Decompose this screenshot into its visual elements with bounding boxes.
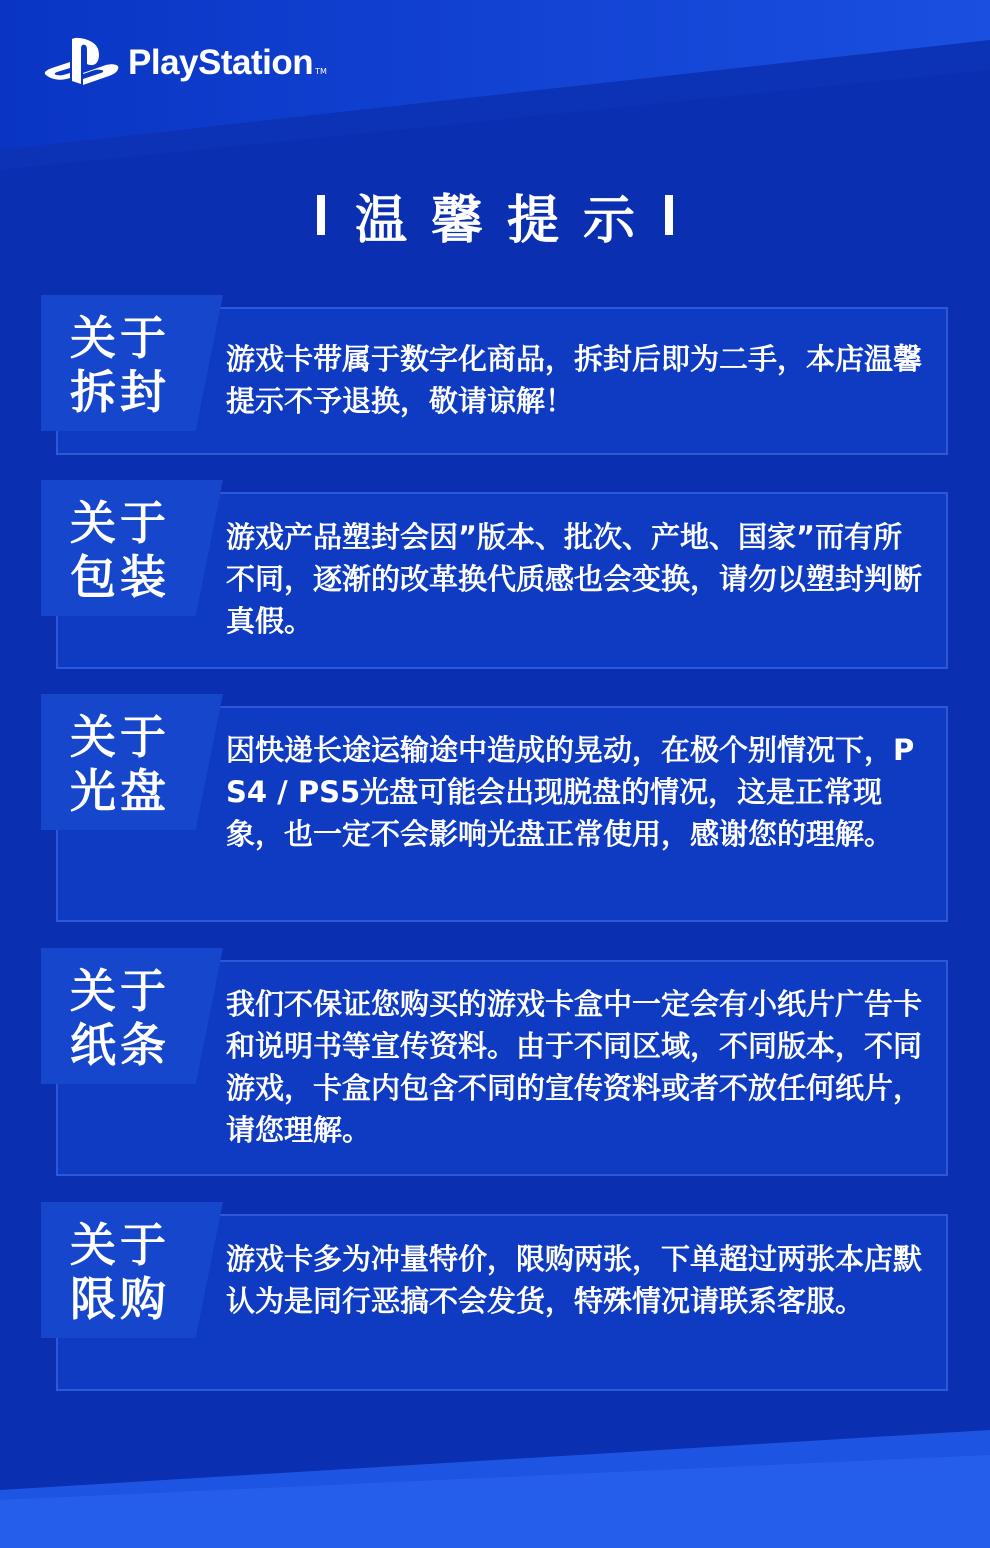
notice-title-purchase-limit: 关于限购 [70,1218,170,1326]
page-header [0,180,990,250]
notice-text-disc: 因快递长途运输途中造成的晃动，在极个别情况下，PS4 / PS5光盘可能会出现脱盘的情况，这是正常现象，也一定不会影响光盘正常使用，感谢您的理解。 [226,733,915,851]
notice-title-unsealing: 关于拆封 [70,311,170,419]
page-title: 温馨提示 [354,190,659,251]
notice-title-paper: 关于纸条 [70,964,170,1072]
notice-title-disc: 关于光盘 [70,710,170,818]
brand-name: PlayStation [128,43,314,82]
playstation-logo [44,36,327,90]
notice-text-purchase-limit: 游戏卡多为冲量特价，限购两张，下单超过两张本店默认为是同行恶搞不会发货，特殊情况请联系客服。 [226,1242,923,1318]
notice-title-packaging: 关于包装 [70,496,170,604]
notice-text-paper: 我们不保证您购买的游戏卡盒中一定会有小纸片广告卡和说明书等宣传资料。由于不同区域，不同版本，不同游戏，卡盒内包含不同的宣传资料或者不放任何纸片，请您理解。 [226,987,923,1147]
title-bar-left [317,195,325,235]
playstation-icon [44,37,120,89]
notice-text-unsealing: 游戏卡带属于数字化商品，拆封后即为二手，本店温馨提示不予退换，敬请谅解！ [226,342,923,418]
title-bar-right [665,195,673,235]
notice-text-packaging: 游戏产品塑封会因”版本、批次、产地、国家”而有所不同，逐渐的改革换代质感也会变换，请勿以塑封判断真假。 [226,520,923,638]
trademark-mark: TM [315,67,327,76]
